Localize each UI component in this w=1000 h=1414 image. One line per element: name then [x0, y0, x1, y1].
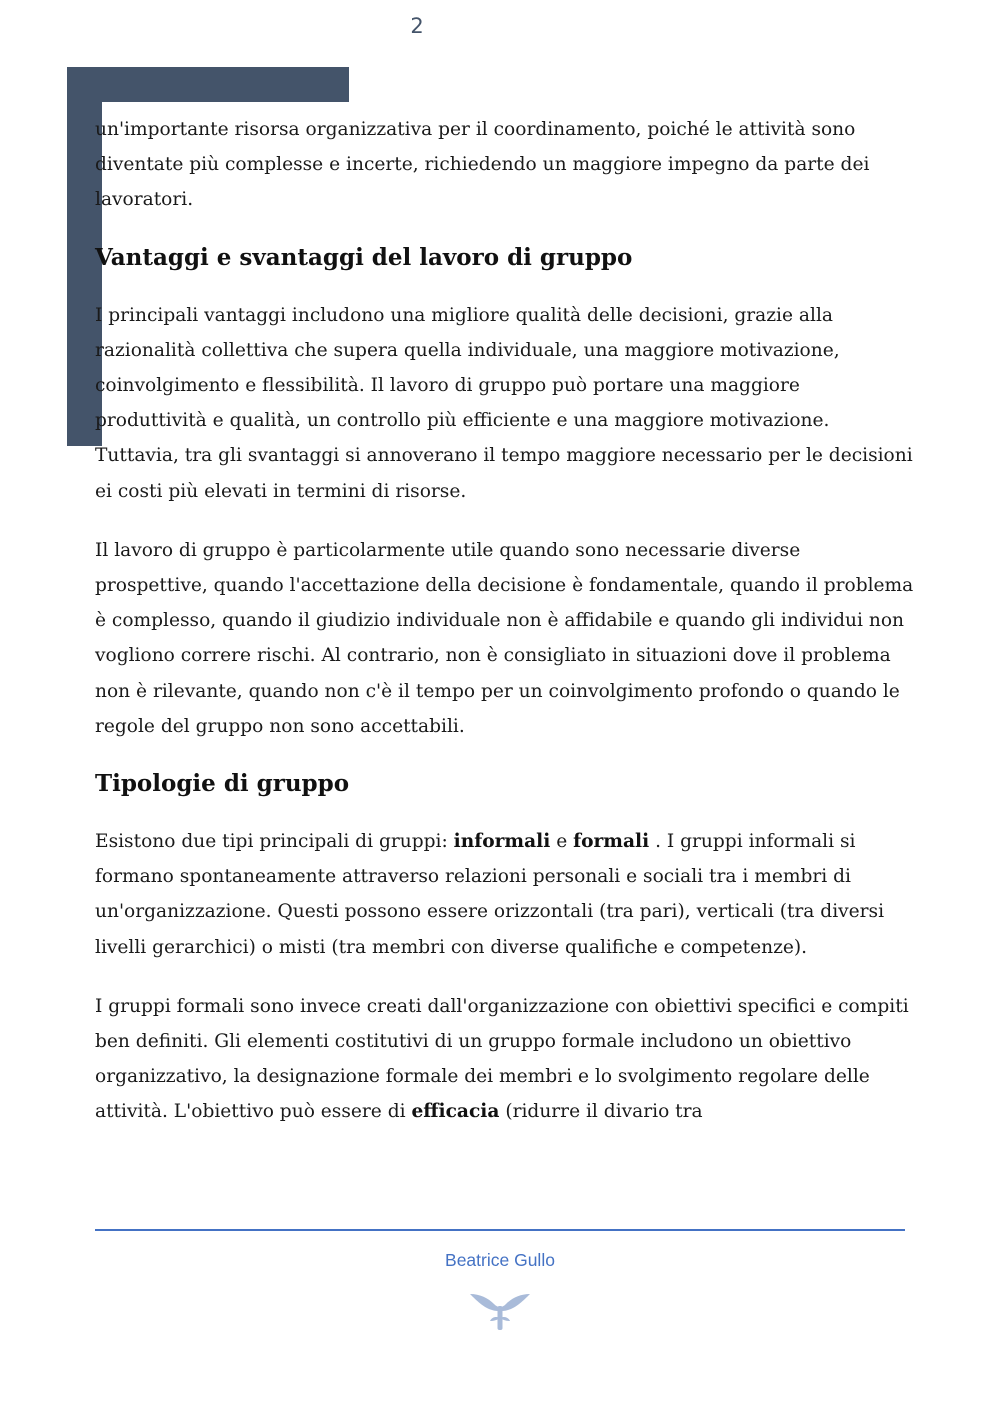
- text-run: I gruppi formali sono invece creati dall'organizzazione con obiettivi specifici e compiti ben definiti. Gli elementi costitutivi di un gruppo formale includono un obiettivo organizzativo, la designazione formale dei membri e lo svolgimento regolare delle attività. L'obiettivo può essere di: [95, 995, 909, 1123]
- document-body: [95, 112, 915, 1154]
- bold-term: efficacia: [411, 1101, 500, 1123]
- section-heading: Tipologie di gruppo: [95, 770, 350, 798]
- paragraph: [95, 989, 915, 1130]
- paragraph: Il lavoro di gruppo è particolarmente utile quando sono necessarie diverse prospettive, quando l'accettazione della decisione è fondamentale, quando il problema è complesso, quando il giudizio individuale non è affidabile e quando gli individui non vogliono correre rischi. Al contrario, non è consigliato in situazioni dove il problema non è rilevante, quando non c'è il tempo per un coinvolgimento profondo o quando le regole del gruppo non sono accettabili.: [95, 539, 914, 737]
- paragraph: [95, 824, 915, 965]
- text-run: e: [550, 831, 574, 853]
- bold-term: informali: [453, 831, 551, 853]
- section-heading: Vantaggi e svantaggi del lavoro di gruppo: [95, 243, 633, 271]
- footer-author: Beatrice Gullo: [445, 1250, 555, 1270]
- decorative-bracket-top: [67, 67, 349, 102]
- leaf-ornament-icon: [468, 1288, 532, 1332]
- footer-divider: [95, 1229, 905, 1231]
- page-number: 2: [410, 14, 424, 38]
- bold-term: formali: [573, 831, 650, 853]
- paragraph: un'importante risorsa organizzativa per il coordinamento, poiché le attività sono diventate più complesse e incerte, richiedendo un maggiore impegno da parte dei lavoratori.: [95, 119, 870, 211]
- paragraph: I principali vantaggi includono una migliore qualità delle decisioni, grazie alla razionalità collettiva che supera quella individuale, una maggiore motivazione, coinvolgimento e flessibilità. Il lavoro di gruppo può portare una maggiore produttività e qualità, un controllo più efficiente e una maggiore motivazione. Tuttavia, tra gli svantaggi si annoverano il tempo maggiore necessario per le decisioni ei costi più elevati in termini di risorse.: [95, 304, 913, 502]
- text-run: . I gruppi informali si formano spontaneamente attraverso relazioni personali e sociali tra i membri di un'organizzazione. Questi possono essere orizzontali (tra pari), verticali (tra diversi livelli gerarchici) o misti (tra membri con diverse qualifiche e competenze).: [95, 831, 885, 958]
- text-run: Esistono due tipi principali di gruppi:: [95, 831, 454, 853]
- text-run: (ridurre il divario tra: [499, 1101, 703, 1123]
